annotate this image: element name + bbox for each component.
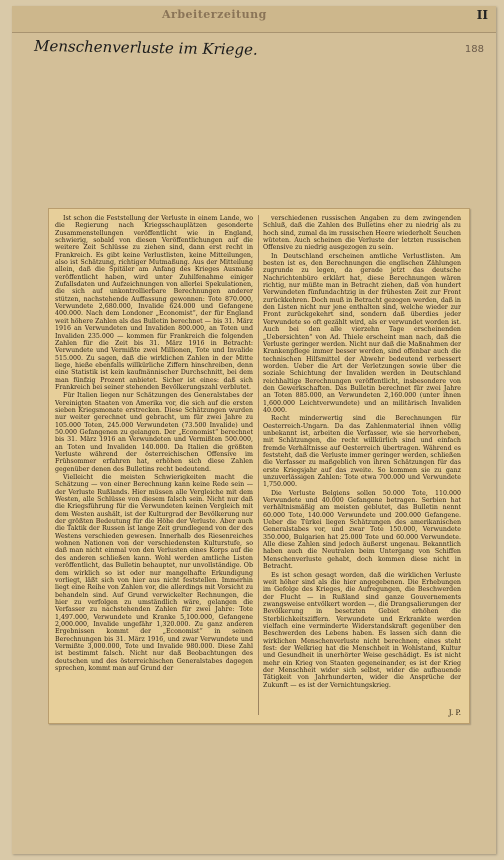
- column-divider: [258, 215, 259, 715]
- page-mark: II: [476, 8, 488, 22]
- article-paragraph: verschiedenen russischen Angaben zu dem zwingenden Schluß, daß die Zahlen des Bulletins eher zu niedrig als zu hoch sind, zumal da im russischen Heere wiederholt Seuchen wüteten. Auch scheinen die Verluste der letzten russischen Offensive zu niedrig ausgezogen zu sein.: [263, 215, 461, 252]
- article-paragraph: Vielleicht die meisten Schwierigkeiten macht die Schätzung — von einer Berechnung kann keine Rede sein — der Verluste Rußlands. Hier müssen alle Vergleiche mit dem Westen, alle Schlüsse von diesem falsch sein. Nicht nur daß die Kriegsführung für die Verwundeten keinen Vergleich mit dem Westen aushält, ist der Kulturgrad der Bevölkerung nur der größten Bedeutung für die Höhe der Verluste. Aber auch die Taktik der Russen ist lange Zeit grundlegend von der des Westens verschieden gewesen. Innerhalb des Riesenreiches wohnen Nationen von der verschiedensten Kulturstufe, so daß man nicht einmal von den Verlusten eines Korps auf die des anderen schließen kann. Wohl werden amtliche Listen veröffentlicht, das Bulletin behauptet, nur unvollständige. Ob dem wirklich so ist oder nur mangelhafte Erkundigung vorliegt, läßt sich von hier aus nicht feststellen. Immerhin liegt eine Reihe von Zahlen vor, die allerdings mit Vorsicht zu behandeln sind. Auf Grund verwickelter Rechnungen, die hier zu verfolgen zu umständlich wäre, gelangen die Verfasser zu nachstehenden Zahlen für zwei Jahre: Tote 1,497.000, Verwundete und Kranke 5,100.000, Gefangene 2,000.000, Invalide ungefähr 1,320.000. Zu ganz anderen Ergebnissen kommt der „Economist“ in seinen Berechnungen bis 31. März 1916, und zwar Verwundete und Vermißte 3,000.000, Tote und Invalide 980.000. Diese Zahl ist bestimmt falsch. Nicht nur daß Beobachtungen des deutschen und des österreichischen Generalstabes dagegen sprechen, kommt man auf Grund der: [55, 474, 253, 672]
- article-paragraph: Für Italien liegen nur Schätzungen des Generalstabes der Vereinigten Staaten von Amerika vor, die sich auf die ersten sieben Kriegsmonate erstrecken. Diese Schätzungen wurden nur weiter gerechnet und gebracht, um für zwei Jahre zu 105.000 Toten, 245.000 Verwundeten (73.500 Invalide) und 50.000 Gefangenen zu gelangen. Der „Economist“ berechnet bis 31. März 1916 an Verwundeten und Vermißten 500.000, an Toten und Invaliden 140.000. Da Italien die größten Verluste während der österreichischen Offensive im Frühsommer erfahren hat, erhöhen sich diese Zahlen gegenüber denen des Bulletins recht bedeutend.: [55, 392, 253, 473]
- newspaper-clipping: [48, 208, 470, 724]
- article-column-right: [263, 215, 461, 715]
- article-paragraph: In Deutschland erscheinen amtliche Verlustlisten. Am besten ist es, den Berechnungen die englischen Zählungen zugrunde zu legen, da gerade jetzt das deutsche Nachrichtenbüro erklärt hat, diese Berechnungen wären richtig, nur müßte man in Betracht ziehen, daß von hundert Verwundeten fünfundachtzig in der frühesten Zeit zur Front zurückkehren. Doch muß in Betracht gezogen werden, daß in den Listen nicht nur jene enthalten sind, welche wieder zur Front zurückgekehrt sind, sondern daß überdies jeder Verwundete so oft gezählt wird, als er verwundet worden ist. Auch bei den alle vierzehn Tage erscheinenden „Uebersichten“ von Ad. Thiele erscheint man nach, daß die Verluste geringer werden. Nicht nur daß die Maßnahmen der Krankenpflege immer besser werden, sind offenbar auch die technischen Hilfsmittel der Abwehr bedeutend verbessert worden. Ueber die Art der Verletzungen sowie über die soziale Schichtung der Invaliden werden in Deutschland reichhaltige Berechnungen veröffentlicht, insbesondere von den Gewerkschaften. Das Bulletin berechnet für zwei Jahre an Toten 885.000, an Verwundeten 2,160.000 (unter ihnen 1,600.000 Leichtverwundete) und an militärisch Invaliden 40.000.: [263, 252, 461, 414]
- article-paragraph: Es ist schon gesagt worden, daß die wirklichen Verluste weit höher sind als die hier angegebenen. Die Erhebungen im Gefolge des Krieges, die Aufregungen, die Beschwerden der Flucht — in Rußland sind ganze Gouvernements zwangsweise entvölkert worden —, die Drangsalierungen der Bevölkerung in besetzten Gebiet erhöhen die Sterblichkeitsziffern. Verwundete und Erkrankte werden vielfach eine verminderte Widerstandskraft gegenüber den Beschwerden des Lebens haben. Es lassen sich dann die wirklichen Menschenverluste nicht berechnen; eines steht fest: der Welkrieg hat die Menschheit in Wohlstand, Kultur und Gesundheit in unerhörter Weise geschädigt. Es ist nicht mehr ein Krieg von Staaten gegeneinander, es ist der Krieg der Menschheit wider sich selbst, wider die aufbauende Tätigkeit von Jahrhunderten, wider die Ansprüche der Zukunft — es ist der Vernichtungskrieg.: [263, 571, 461, 689]
- archive-sheet: [12, 6, 496, 854]
- header-strip: [12, 6, 496, 33]
- handwritten-title: Menschenverluste im Kriege.: [33, 36, 258, 59]
- archive-number: 188: [464, 44, 484, 55]
- article-paragraph: Ist schon die Feststellung der Verluste in einem Lande, wo die Regierung nach Kriegsschauplätzen gesonderte Zusammenstellungen veröffentlicht wie in England, schwierig, sobald von diesen Veröffentlichungen auf die weitere Zeit Schlüsse zu ziehen sind, dann erst recht in Frankreich. Es gibt keine Verlustlisten, keine Mitteilungen, also ist Schätzung, richtiger Mutmaßung. Aus der Mitteilung allein, daß die Spitäler am Anfang des Krieges Ausmaße veröffentlicht haben, wird unter Zuhilfenahme einiger Zufallsdaten und Aufzeichnungen von allerlei Spekulationen, die sich auf unkontrollierbare Berechnungen anderer stützen, nachstehende Auffassung gewonnen: Tote 870.000, Verwundete 2,680.000, Invalide 624.000 und Gefangene 400.000. Nach dem Londoner „Economist“, der für England weit höhere Zahlen als das Bulletin berechnet — bis 31. März 1916 an Verwundeten und Invaliden 800.000, an Toten und Invaliden 235.000 — kommen für Frankreich die folgenden Zahlen für die Zeit bis 31. März 1916 in Betracht: Verwundete und Vermißte zwei Millionen, Tote und Invalide 515.000. Zu sagen, daß die wirklichen Zahlen in der Mitte liege, hieße ebenfalls willkürliche Ziffern hinschreiben, denn eine Statistik ist kein kaufmännischer Durchschnitt, bei dem man fünfzig Prozent anbietet. Sicher ist eines: daß sich Frankreich bei seiner stehenden Bevölkerungszahl verblutet.: [55, 215, 253, 391]
- article-paragraph: Recht minderwertig sind die Berechnungen für Oesterreich-Ungarn. Da das Zahlenmaterial ihnen völlig unbekannt ist, arbeiten die Verfasser, wie sie hervorheben, mit Schätzungen, die recht willkürlich sind und einfach fremde Verhältnisse auf Oesterreich übertragen. Während es feststeht, daß die Verluste immer geringer werden, schließen die Verfasser zu maßgeblich von ihren Schätzungen für das erste Kriegsjahr auf das zweite. So kommen sie zu ganz unzuverlässigen Zahlen: Tote etwa 700.000 und Verwundete 1,750.000.: [263, 415, 461, 489]
- article-paragraph: Die Verluste Belgiens sollen 50.000 Tote, 110.000 Verwundete und 40.000 Gefangene betragen. Serbien hat verhältnismäßig am meisten geblutet, das Bulletin nennt 60.000 Tote, 140.000 Verwundete und 200.000 Gefangene. Ueber die Türkei liegen Schätzungen des amerikanischen Generalstabes vor, und zwar Tote 150.000, Verwundete 350.000, Bulgarien hat 25.000 Tote und 60.000 Verwundete. Alle diese Zahlen sind jedoch äußerst ungenau. Bekanntlich haben auch die Neutralen beim Untergang von Schiffen Menschenverluste gehabt, doch kommen diese nicht in Betracht.: [263, 489, 461, 571]
- article-column-left: [55, 215, 253, 715]
- author-signature: J. P.: [448, 709, 461, 717]
- masthead: Arbeiterzeitung: [162, 8, 267, 21]
